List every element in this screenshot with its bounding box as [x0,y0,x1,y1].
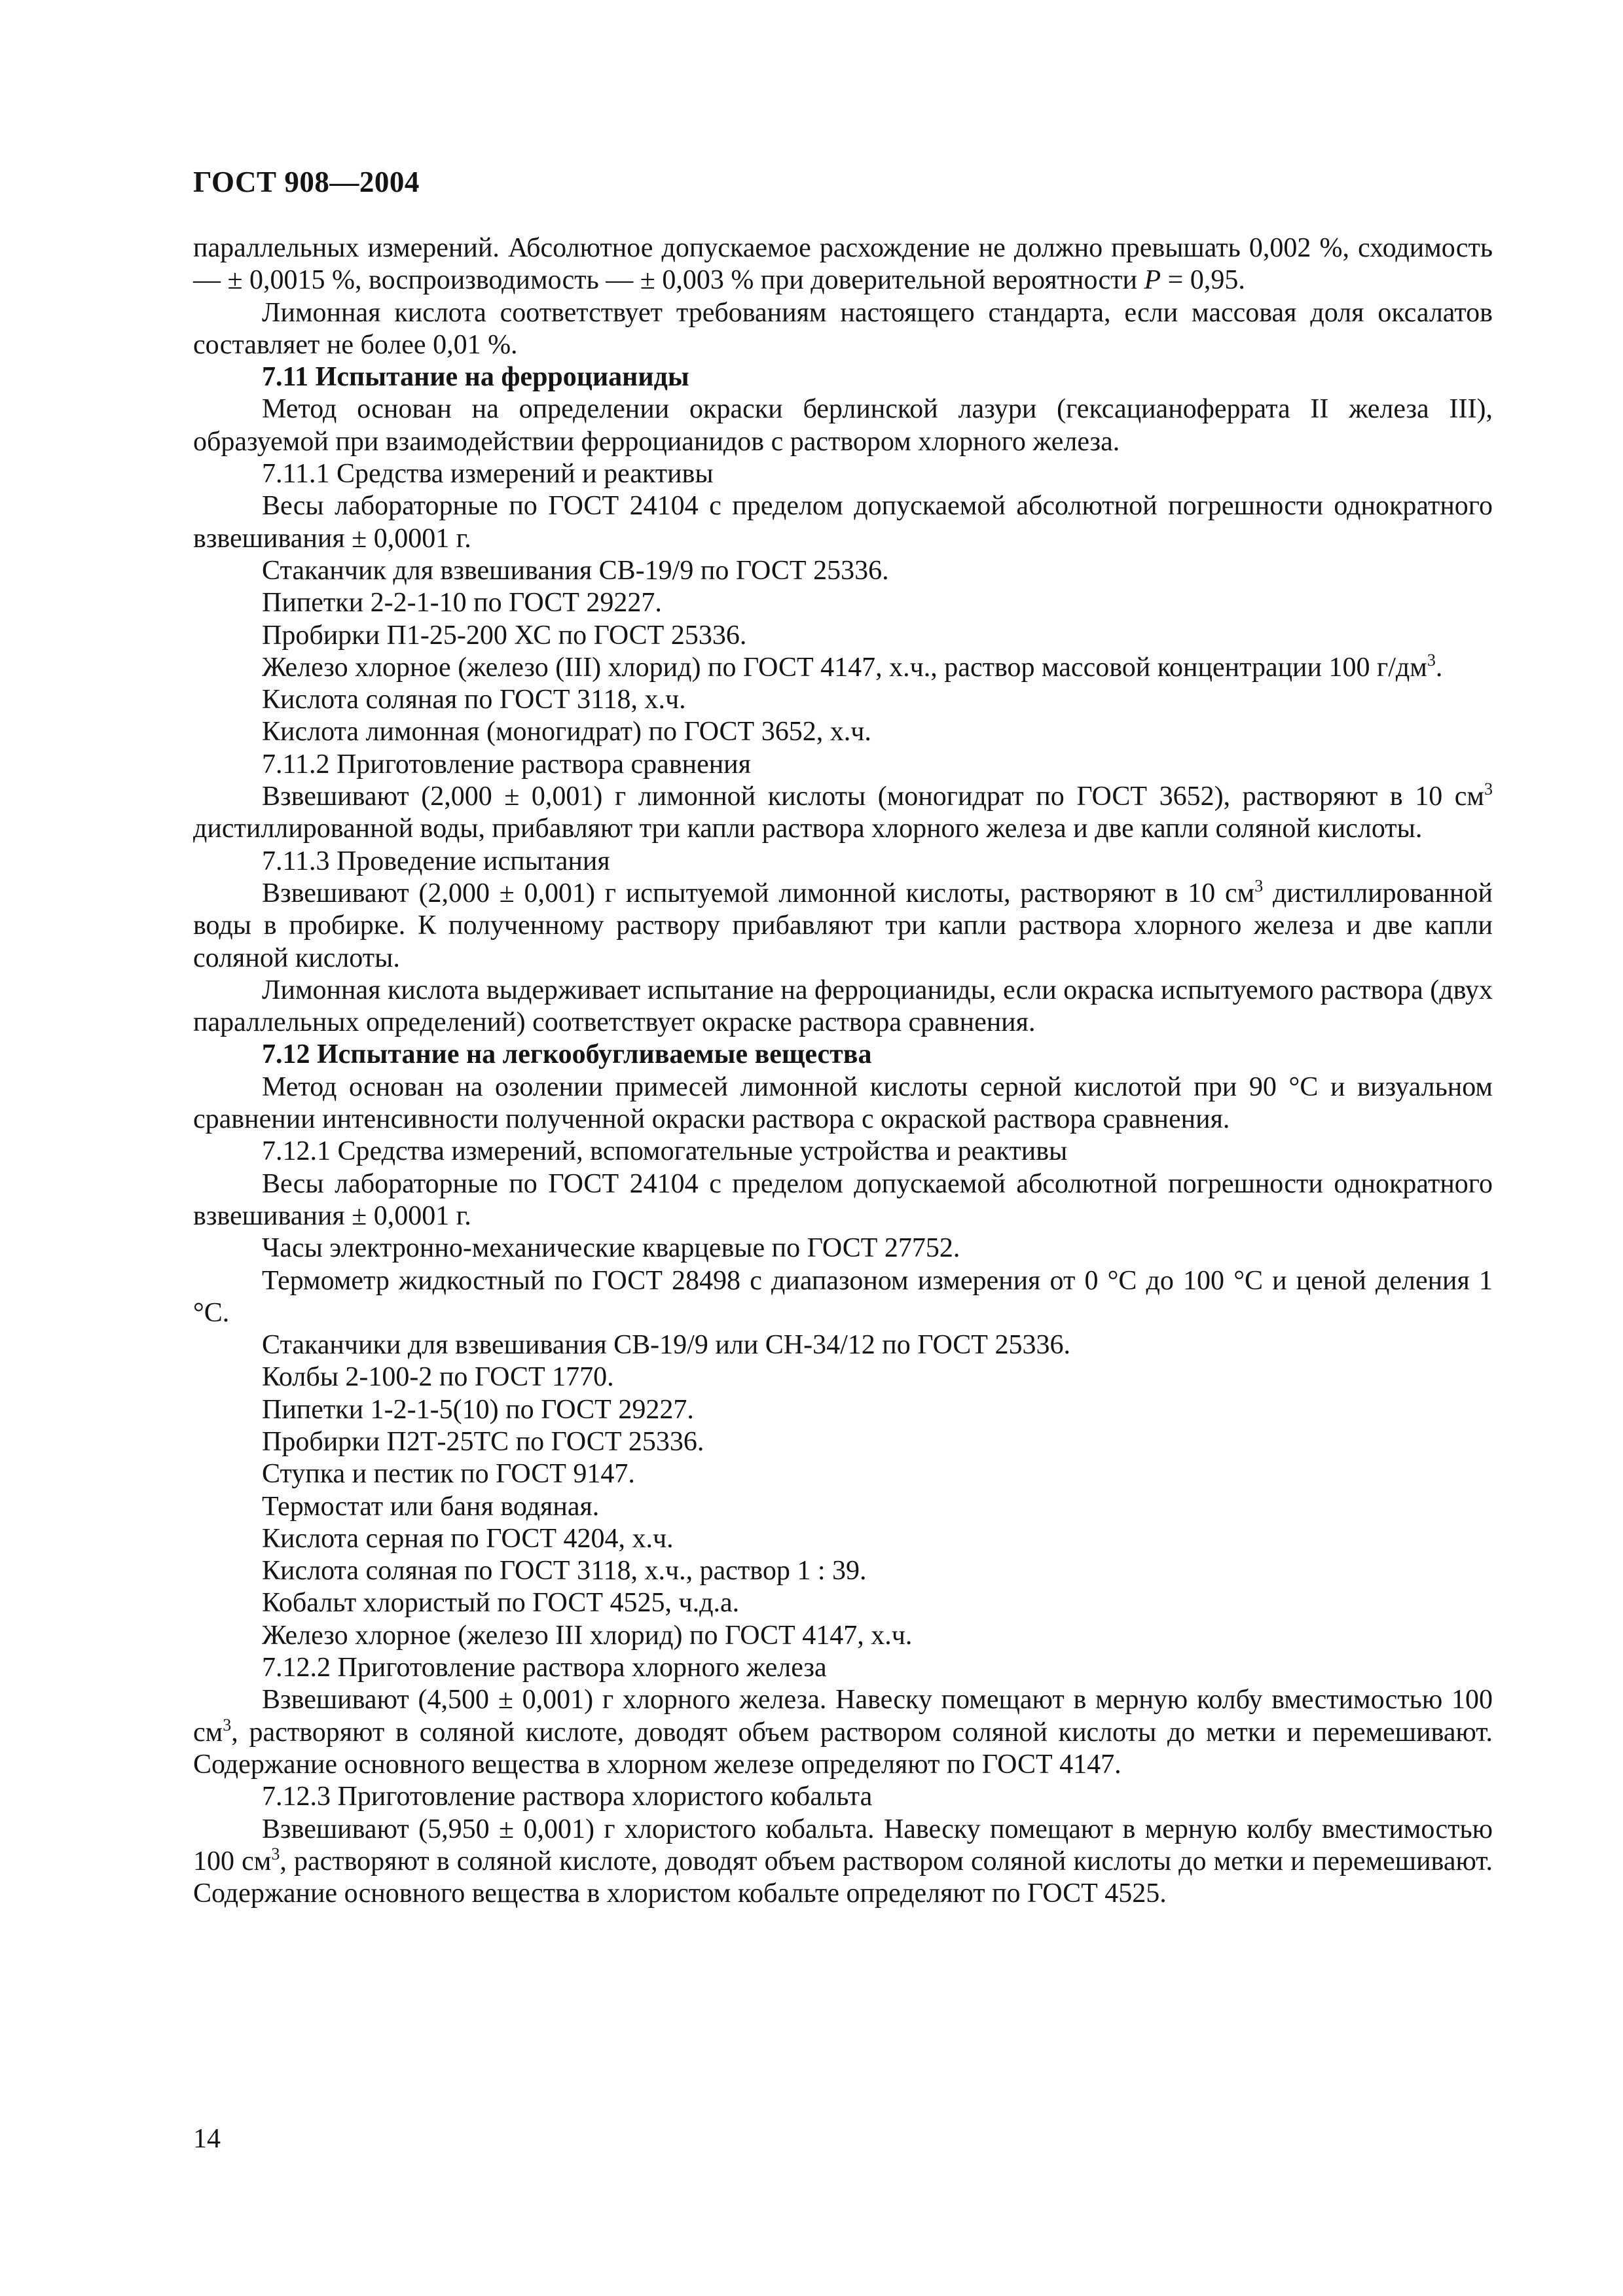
text-run: 7.12.1 Средства измерений, вспомогательные устройства и реактивы [262,1136,1068,1167]
text-run: Взвешивают (2,000 ± 0,001) г лимонной кислоты (моногидрат по ГОСТ 3652), растворяют в 10 см [262,781,1484,812]
italic-symbol: P [1144,265,1161,296]
paragraph [193,716,1493,748]
paragraph [193,555,1493,587]
paragraph [193,652,1493,684]
text-run: Кобальт хлористый по ГОСТ 4525, ч.д.а. [262,1588,740,1619]
text-run: Взвешивают (4,500 ± 0,001) г хлорного железа. Навеску помещают в мерную колбу вместимостью 100 см [193,1685,1493,1748]
text-run: 7.12 Испытание на легкообугливаемые вещества [262,1039,872,1070]
document-body [193,232,1493,1910]
superscript: 3 [1427,650,1436,670]
section-heading [193,1039,1493,1071]
text-run: Кислота серная по ГОСТ 4204, х.ч. [262,1523,674,1554]
paragraph [193,587,1493,619]
text-run: Колбы 2-100-2 по ГОСТ 1770. [262,1362,614,1393]
paragraph [193,1587,1493,1619]
text-run: 7.11.2 Приготовление раствора сравнения [262,749,751,780]
text-run: дистиллированной воды, прибавляют три капли раствора хлорного железа и две капли соляной кислоты. [193,814,1423,844]
paragraph [193,684,1493,716]
text-run: Термометр жидкостный по ГОСТ 28498 с диапазоном измерения от 0 °С до 100 °С и ценой деления 1 °С. [193,1265,1493,1328]
paragraph [193,1781,1493,1813]
paragraph [193,1523,1493,1555]
paragraph [193,1265,1493,1330]
paragraph [193,297,1493,362]
text-run: Пипетки 2-2-1-10 по ГОСТ 29227. [262,588,662,619]
text-run: 7.12.3 Приготовление раствора хлористого кобальта [262,1782,873,1812]
text-run: 7.11.3 Проведение испытания [262,846,610,876]
text-run: параллельных измерений. Абсолютное допускаемое расхождение не должно превышать 0,002 %, сходимость — ± 0,0015 %, воспроизводимость — ± 0,003 % при доверительной вероятности [193,233,1493,296]
text-run: Пипетки 1-2-1-5(10) по ГОСТ 29227. [262,1394,694,1425]
text-run: Ступка и пестик по ГОСТ 9147. [262,1459,635,1490]
paragraph [193,975,1493,1039]
paragraph [193,1620,1493,1652]
paragraph [193,1329,1493,1361]
text-run: Кислота соляная по ГОСТ 3118, х.ч. [262,685,686,715]
paragraph [193,781,1493,846]
text-run: Стаканчики для взвешивания СВ-19/9 или СН-34/12 по ГОСТ 25336. [262,1330,1070,1361]
text-run: Метод основан на определении окраски берлинской лазури (гексацианоферрата II железа III), образуемой при взаимодействии ферроцианидов с раствором хлорного железа. [193,394,1493,457]
paragraph [193,490,1493,555]
text-run: Кислота соляная по ГОСТ 3118, х.ч., раствор 1 : 39. [262,1556,867,1587]
page-header: ГОСТ 908—2004 [193,166,420,198]
text-run: 7.12.2 Приготовление раствора хлорного железа [262,1653,827,1683]
text-run: Лимонная кислота выдерживает испытание на ферроцианиды, если окраска испытуемого раствора (двух параллельных определений) соответствует окраске раствора сравнения. [193,975,1493,1038]
text-run: Взвешивают (5,950 ± 0,001) г хлористого кобальта. Навеску помещают в мерную колбу вместимостью 100 см [193,1814,1493,1876]
text-run: . [1435,652,1443,683]
paragraph [193,1458,1493,1490]
text-run: Стаканчик для взвешивания СВ-19/9 по ГОСТ 25336. [262,555,889,586]
paragraph [193,1652,1493,1684]
paragraph [193,1361,1493,1393]
paragraph [193,620,1493,652]
paragraph [193,458,1493,490]
text-run: дистиллированной воды в пробирке. К полученному раствору прибавляют три капли раствора хлорного железа и две капли соляной кислоты. [193,878,1493,973]
superscript: 3 [271,1844,280,1863]
paragraph [193,1394,1493,1426]
text-run: Железо хлорное (железо III хлорид) по ГОСТ 4147, х.ч. [262,1620,913,1651]
text-run: Весы лабораторные по ГОСТ 24104 с пределом допускаемой абсолютной погрешности однократного взвешивания ± 0,0001 г. [193,491,1493,554]
text-run: Пробирки П2Т-25ТС по ГОСТ 25336. [262,1426,704,1457]
text-run: Весы лабораторные по ГОСТ 24104 с пределом допускаемой абсолютной погрешности однократного взвешивания ± 0,0001 г. [193,1168,1493,1231]
paragraph [193,232,1493,297]
paragraph [193,846,1493,878]
paragraph [193,1168,1493,1233]
text-run: Пробирки П1-25-200 ХС по ГОСТ 25336. [262,620,747,651]
paragraph [193,1684,1493,1781]
text-run: Взвешивают (2,000 ± 0,001) г испытуемой лимонной кислоты, растворяют в 10 см [262,878,1255,908]
paragraph [193,878,1493,975]
text-run: 7.11.1 Средства измерений и реактивы [262,459,714,490]
superscript: 3 [223,1715,232,1734]
superscript: 3 [1254,876,1264,895]
paragraph [193,1555,1493,1587]
section-heading [193,361,1493,393]
paragraph [193,1136,1493,1168]
text-run: 7.11 Испытание на ферроцианиды [262,362,689,393]
text-run: Кислота лимонная (моногидрат) по ГОСТ 3652, х.ч. [262,717,871,747]
page-number: 14 [193,2124,221,2154]
paragraph [193,1426,1493,1458]
text-run: Часы электронно-механические кварцевые по ГОСТ 27752. [262,1233,960,1264]
text-run: , растворяют в соляной кислоте, доводят объем раствором соляной кислоты до метки и перемешивают. Содержание основного вещества в хлорном железе определяют по ГОСТ 4147. [193,1717,1493,1780]
text-run: , растворяют в соляной кислоте, доводят объем раствором соляной кислоты до метки и перемешивают. Содержание основного вещества в хлористом кобальте определяют по ГОСТ 4525. [193,1846,1493,1909]
text-run: Лимонная кислота соответствует требованиям настоящего стандарта, если массовая доля оксалатов составляет не более 0,01 %. [193,297,1493,360]
paragraph [193,1814,1493,1910]
paragraph [193,1491,1493,1523]
paragraph [193,749,1493,781]
text-run: Метод основан на озолении примесей лимонной кислоты серной кислотой при 90 °С и визуальном сравнении интенсивности полученной окраски раствора с окраской раствора сравнения. [193,1071,1493,1135]
text-run: Железо хлорное (железо (III) хлорид) по ГОСТ 4147, х.ч., раствор массовой концентрации 100 г/дм [262,652,1427,683]
text-run: Термостат или баня водяная. [262,1491,600,1522]
paragraph [193,1071,1493,1136]
superscript: 3 [1484,780,1493,799]
paragraph [193,1232,1493,1265]
text-run: = 0,95. [1161,265,1245,296]
paragraph [193,393,1493,458]
